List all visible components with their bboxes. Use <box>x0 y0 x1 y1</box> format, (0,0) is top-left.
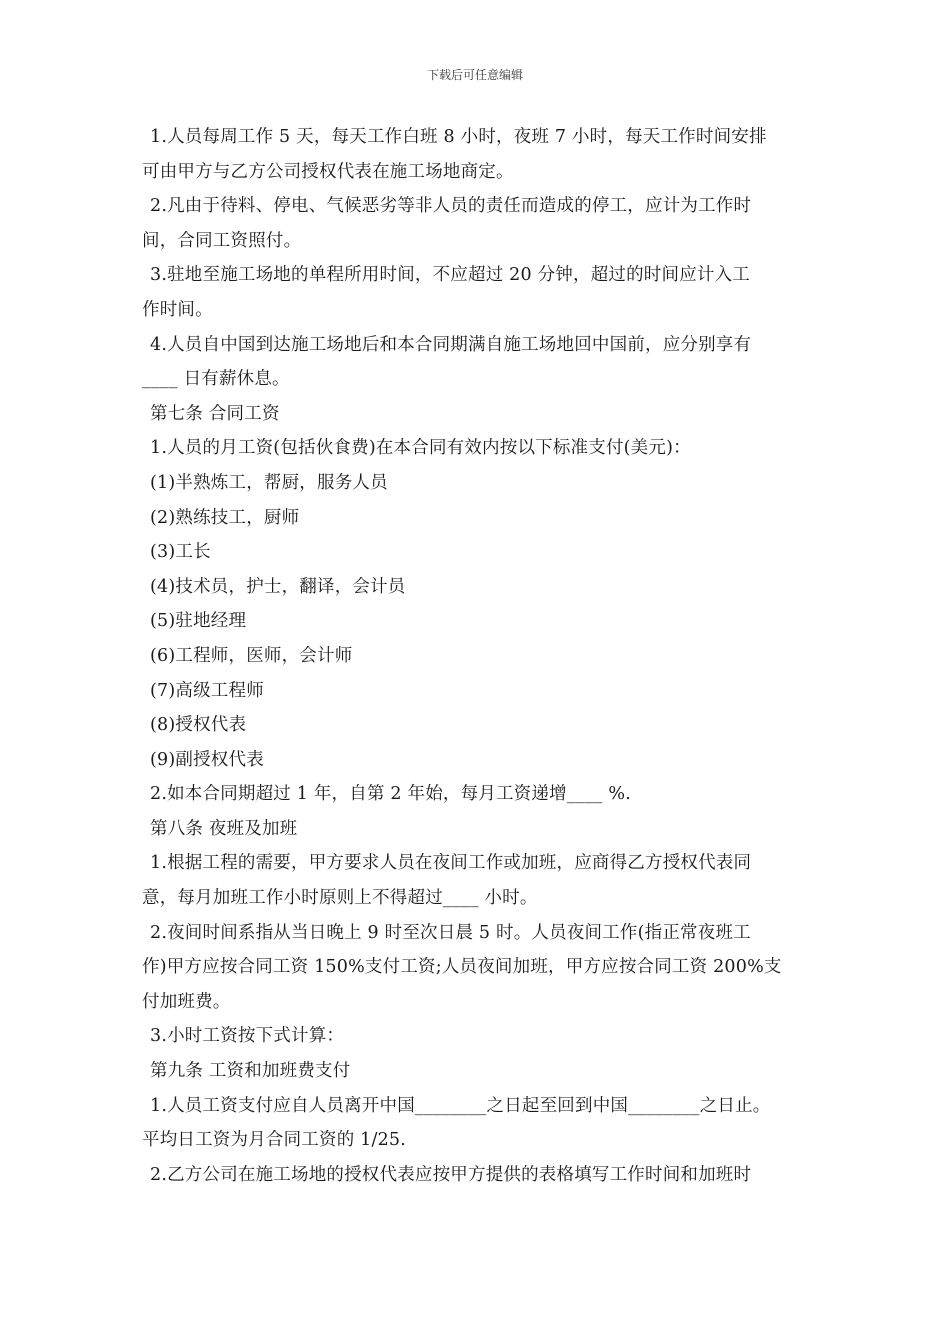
text-line: 1.人员工资支付应自人员离开中国________之日起至回到中国________之日止。 <box>150 1095 771 1116</box>
text-line: (8)授权代表 <box>150 715 247 736</box>
text-line: (5)驻地经理 <box>150 611 247 632</box>
text-line: (4)技术员，护士，翻译，会计员 <box>150 576 406 597</box>
text-line: 4.人员自中国到达施工场地后和本合同期满自施工场地回中国前，应分别享有 <box>150 334 752 355</box>
text-line: (3)工长 <box>150 542 211 563</box>
text-line: 平均日工资为月合同工资的 1/25. <box>142 1130 407 1151</box>
text-line: 作)甲方应按合同工资 150%支付工资;人员夜间加班，甲方应按合同工资 200%支 <box>142 957 782 978</box>
text-line: 2.如本合同期超过 1 年，自第 2 年始，每月工资递增____ %. <box>150 784 631 805</box>
text-line: 第九条 工资和加班费支付 <box>150 1061 351 1082</box>
text-line: 2.凡由于待料、停电、气候恶劣等非人员的责任而造成的停工，应计为工作时 <box>150 196 752 217</box>
text-line: 1.人员每周工作 5 天，每天工作白班 8 小时，夜班 7 小时，每天工作时间安排 <box>150 127 767 147</box>
text-line: 可由甲方与乙方公司授权代表在施工场地商定。 <box>142 161 514 182</box>
page-header: 下载后可任意编辑 <box>426 68 523 82</box>
text-line: 2.乙方公司在施工场地的授权代表应按甲方提供的表格填写工作时间和加班时 <box>150 1164 752 1185</box>
text-line: 间，合同工资照付。 <box>142 230 302 251</box>
text-line: (1)半熟炼工，帮厨，服务人员 <box>150 472 388 493</box>
text-line: 1.人员的月工资(包括伙食费)在本合同有效内按以下标准支付(美元)： <box>150 438 691 459</box>
text-line: (7)高级工程师 <box>150 680 264 701</box>
text-line: (2)熟练技工，厨师 <box>150 507 300 528</box>
text-line: ____ 日有薪休息。 <box>142 369 290 390</box>
text-line: 1.根据工程的需要，甲方要求人员在夜间工作或加班，应商得乙方授权代表同 <box>150 853 752 874</box>
text-line: 第八条 夜班及加班 <box>150 818 298 839</box>
text-line: 3.驻地至施工场地的单程所用时间，不应超过 20 分钟，超过的时间应计入工 <box>150 265 750 286</box>
document-body <box>142 120 814 1192</box>
text-line: 付加班费。 <box>142 991 231 1012</box>
text-line: (6)工程师，医师，会计师 <box>150 645 353 666</box>
text-line: 第七条 合同工资 <box>150 403 280 424</box>
text-line: (9)副授权代表 <box>150 749 264 770</box>
text-line: 意，每月加班工作小时原则上不得超过____ 小时。 <box>142 888 538 909</box>
text-line: 2.夜间时间系指从当日晚上 9 时至次日晨 5 时。人员夜间工作(指正常夜班工 <box>150 922 751 943</box>
text-line: 3.小时工资按下式计算： <box>150 1026 345 1047</box>
text-line: 作时间。 <box>142 299 213 320</box>
